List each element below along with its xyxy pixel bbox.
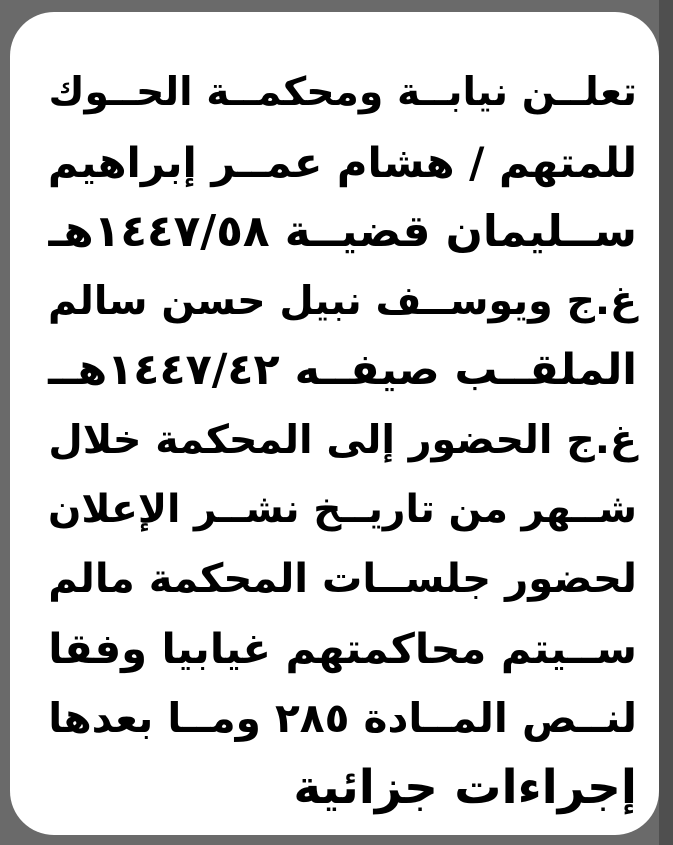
notice-line-11: إجراءات جزائية — [293, 760, 637, 815]
notice-line-10: لنــص المــادة ٢٨٥ ومــا بعدها — [48, 693, 637, 742]
notice-line-5: الملقــب صيفــه ١٤٤٧/٤٢هــ — [48, 345, 637, 395]
notice-line-8: لحضور جلســات المحكمة مالم — [48, 555, 637, 602]
notice-line-3: ســليمان قضيــة ١٤٤٧/٥٨هـ — [48, 206, 637, 257]
right-edge-strip — [659, 0, 673, 845]
notice-text — [36, 58, 637, 823]
notice-line-4: غ.ج ويوســف نبيل حسن سالم — [48, 277, 637, 324]
notice-line-9: ســيتم محاكمتهم غيابيا وفقا — [48, 624, 637, 673]
notice-line-1: تعلــن نيابــة ومحكمــة الحــوك — [48, 70, 637, 115]
notice-line-7: شــهر من تاريــخ نشــر الإعلان — [47, 487, 637, 532]
notice-card — [10, 12, 659, 835]
notice-line-6: غ.ج الحضور إلى المحكمة خلال — [48, 416, 637, 463]
notice-line-2: للمتهم / هشام عمــر إبراهيم — [47, 137, 637, 187]
